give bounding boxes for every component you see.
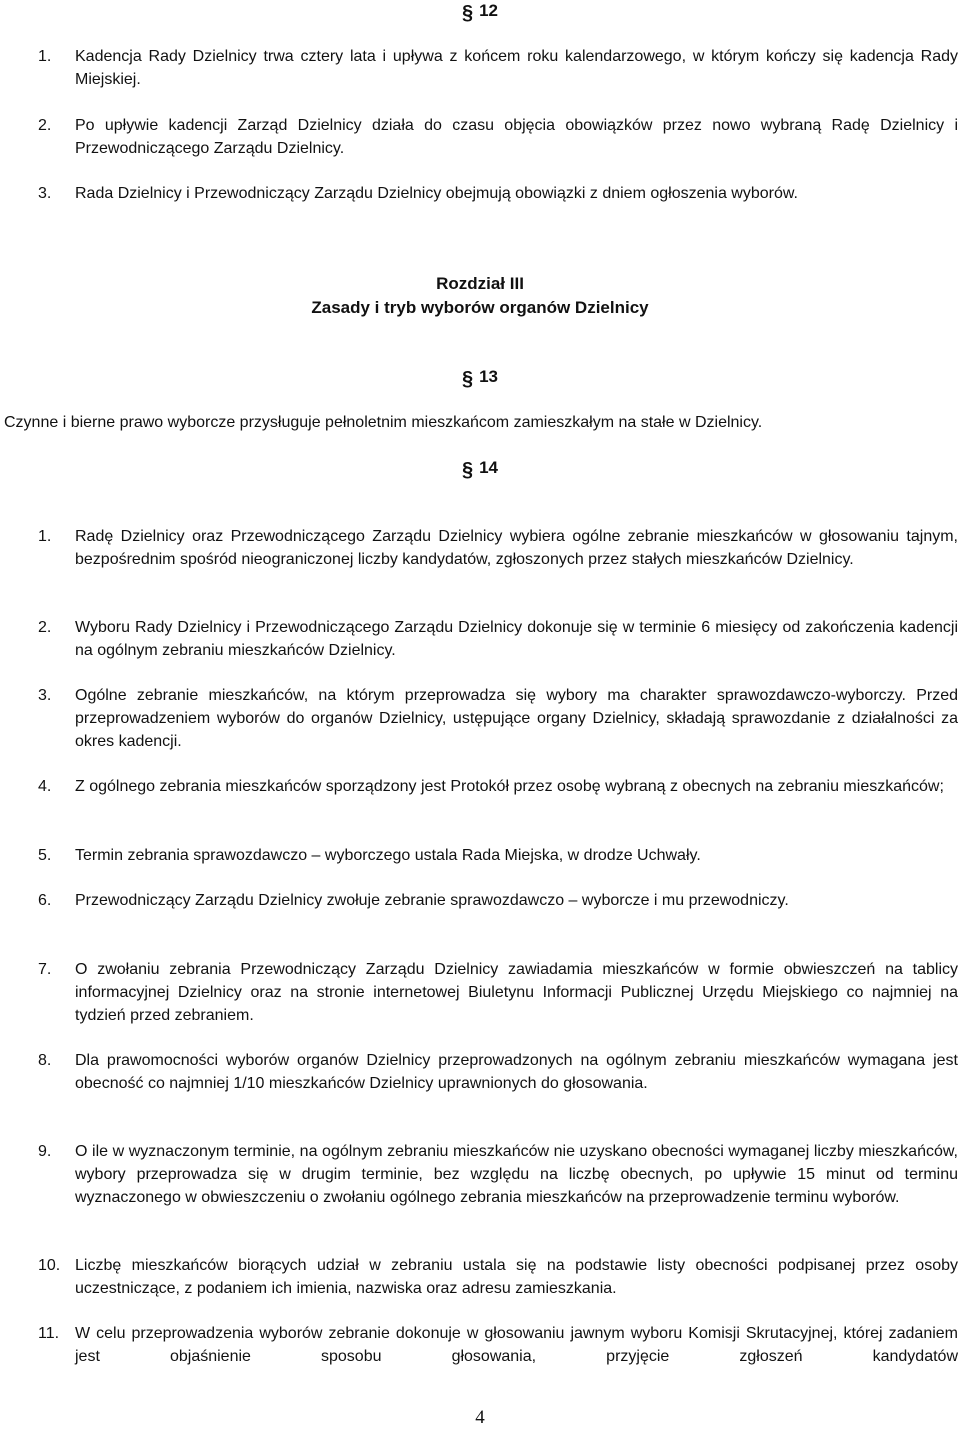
item-number: 1.: [38, 48, 52, 65]
list-item: [38, 1254, 958, 1300]
section-13-text: Czynne i bierne prawo wyborcze przysługuje pełnoletnim mieszkańcom zamieszkałym na stałe w Dzielnicy.: [4, 414, 763, 431]
item-text: Kadencja Rady Dzielnicy trwa cztery lata i upływa z końcem roku kalendarzowego, w którym kończy się kadencja Rady Miejskiej.: [75, 48, 958, 88]
section-number: 14: [479, 458, 499, 477]
list-item: [38, 616, 958, 662]
item-number: 5.: [38, 847, 52, 864]
list-item: [38, 1140, 958, 1209]
list-item: [38, 182, 958, 205]
item-number: 6.: [38, 892, 52, 909]
list-item: [38, 775, 958, 798]
section-heading-12: [0, 0, 960, 24]
item-number: 8.: [38, 1052, 52, 1069]
item-text: O ile w wyznaczonym terminie, na ogólnym zebraniu mieszkańców nie uzyskano obecności wymaganej liczby mieszkańców, wybory przeprowadza się w drugim terminie, bez względu na liczbę obecnych, po upływie 15 minut od terminu wyznaczonego w obwieszczeniu o zwołaniu ogólnego zebrania mieszkańców na przeprowadzenie terminu wyborów.: [75, 1143, 958, 1206]
item-number: 1.: [38, 528, 52, 545]
section-number: 13: [479, 367, 499, 386]
item-text: Ogólne zebranie mieszkańców, na którym przeprowadza się wybory ma charakter sprawozdawczo-wyborczy. Przed przeprowadzeniem wyborów do organów Dzielnicy, ustępujące organy Dzielnicy, składają sprawozdanie z działalności za okres kadencji.: [75, 687, 958, 750]
list-item: [38, 525, 958, 571]
section-symbol: §: [461, 368, 474, 390]
section-heading-13: [0, 366, 960, 390]
item-number: 4.: [38, 778, 52, 795]
section-symbol: §: [461, 459, 474, 481]
item-number: 11.: [38, 1325, 60, 1342]
item-text: Radę Dzielnicy oraz Przewodniczącego Zarządu Dzielnicy wybiera ogólne zebranie mieszkańców w głosowaniu tajnym, bezpośrednim spośród nieograniczonej liczby kandydatów, zgłoszonych przez stałych mieszkańców Dzielnicy.: [75, 528, 958, 568]
section-symbol: §: [461, 2, 474, 24]
list-item: [38, 958, 958, 1027]
item-text: Z ogólnego zebrania mieszkańców sporządzony jest Protokół przez osobę wybraną z obecnych na zebraniu mieszkańców;: [75, 778, 944, 795]
item-number: 2.: [38, 117, 52, 134]
list-item: [38, 844, 958, 867]
item-number: 10.: [38, 1257, 61, 1274]
item-number: 9.: [38, 1143, 52, 1160]
page-number: 4: [475, 1407, 485, 1428]
list-item: [38, 889, 958, 912]
item-number: 7.: [38, 961, 52, 978]
item-number: 3.: [38, 687, 52, 704]
chapter-subtitle: Zasady i tryb wyborów organów Dzielnicy: [311, 298, 649, 317]
item-text: W celu przeprowadzenia wyborów zebranie dokonuje w głosowaniu jawnym wyboru Komisji Skrutacyjnej, której zadaniem jest objaśnienie sposobu głosowania, przyjęcie zgłoszeń kandydatów: [75, 1325, 958, 1365]
item-text: Liczbę mieszkańców biorących udział w zebraniu ustala się na podstawie listy obecności podpisanej przez osoby uczestniczące, z podaniem ich imienia, nazwiska oraz adresu zamieszkania.: [75, 1257, 958, 1297]
item-text: Dla prawomocności wyborów organów Dzielnicy przeprowadzonych na ogólnym zebraniu mieszkańców wymagana jest obecność co najmniej 1/10 mieszkańców Dzielnicy uprawnionych do głosowania.: [75, 1052, 958, 1092]
section-heading-14: [0, 457, 960, 481]
item-text: Termin zebrania sprawozdawczo – wyborczego ustala Rada Miejska, w drodze Uchwały.: [75, 847, 701, 864]
item-text: Rada Dzielnicy i Przewodniczący Zarządu Dzielnicy obejmują obowiązki z dniem ogłoszenia wyborów.: [75, 185, 798, 202]
list-item: [38, 114, 958, 160]
list-item: [38, 1322, 958, 1368]
item-number: 3.: [38, 185, 52, 202]
item-number: 2.: [38, 619, 52, 636]
list-item: [38, 45, 958, 91]
item-text: Przewodniczący Zarządu Dzielnicy zwołuje zebranie sprawozdawczo – wyborcze i mu przewodniczy.: [75, 892, 789, 909]
section-number: 12: [479, 1, 499, 20]
item-text: Wyboru Rady Dzielnicy i Przewodniczącego Zarządu Dzielnicy dokonuje się w terminie 6 miesięcy od zakończenia kadencji na ogólnym zebraniu mieszkańców Dzielnicy.: [75, 619, 958, 659]
chapter-title: Rozdział III: [436, 274, 524, 293]
item-text: O zwołaniu zebrania Przewodniczący Zarządu Dzielnicy zawiadamia mieszkańców w formie obwieszczeń na tablicy informacyjnej Dzielnicy oraz na stronie internetowej Biuletynu Informacji Publicznej Urzędu Miejskiego co najmniej na tydzień przed zebraniem.: [75, 961, 958, 1024]
list-item: [38, 684, 958, 753]
list-item: [38, 1049, 958, 1095]
item-text: Po upływie kadencji Zarząd Dzielnicy działa do czasu objęcia obowiązków przez nowo wybraną Radę Dzielnicy i Przewodniczącego Zarządu Dzielnicy.: [75, 117, 958, 157]
